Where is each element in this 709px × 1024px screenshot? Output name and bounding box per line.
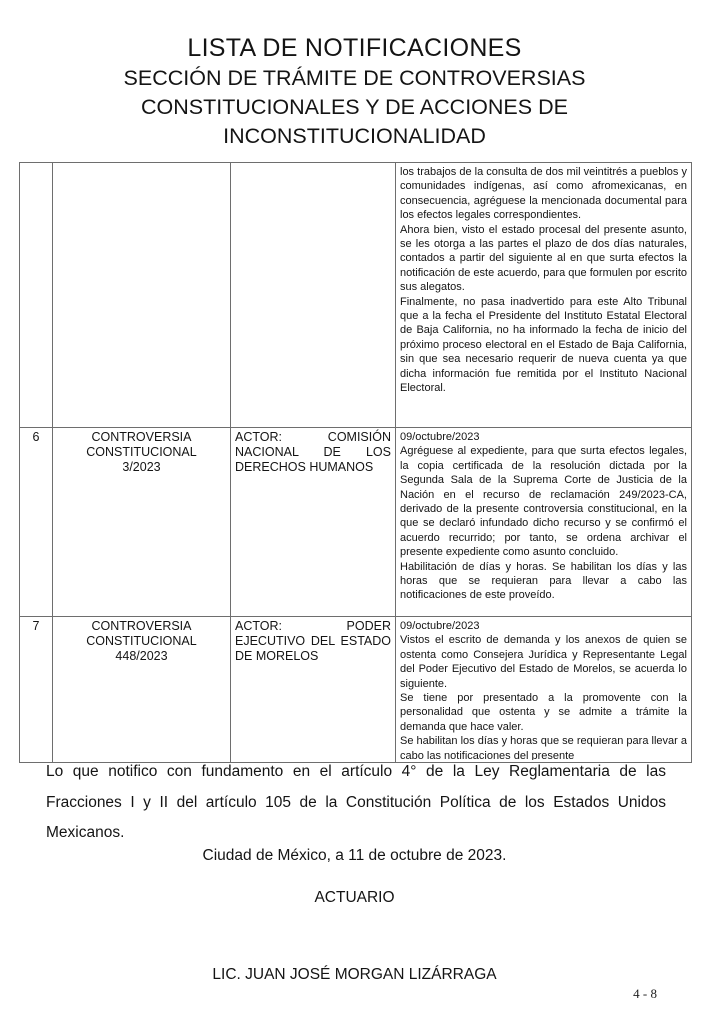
actor-cell: ACTOR: COMISIÓN NACIONAL DE LOS DERECHOS HUMANOS [231,428,396,617]
acuerdo-paragraph: Ahora bien, visto el estado procesal del presente asunto, se les otorga a las partes el plazo de dos días naturales, contados a partir del siguiente al en que surta efectos la notificación de este acuerdo, para que formulen por escrito sus alegatos. [400,223,687,294]
actor-cell: ACTOR: PODER EJECUTIVO DEL ESTADO DE MORELOS [231,617,396,763]
acuerdo-paragraph: Habilitación de días y horas. Se habilitan los días y las horas que se requieran para llevar a cabo las notificaciones de este proveído. [400,560,687,602]
document-header [0,33,709,151]
acuerdo-paragraph: Se tiene por presentado a la promovente con la personalidad que ostenta y se admite a trámite la demanda que hace valer. [400,692,687,733]
acuerdo-text [400,619,687,760]
notifications-table [19,162,692,763]
row-number-cell: 7 [20,617,53,763]
acuerdo-text [400,430,687,614]
row-number-cell: 6 [20,428,53,617]
expediente-text: CONTROVERSIA CONSTITUCIONAL 3/2023 [86,430,197,474]
acuerdo-paragraph: los trabajos de la consulta de dos mil veintitrés a pueblos y comunidades indígenas, así como afromexicanas, en consecuencia, agréguese la mencionada documental para los efectos legales correspondientes. [400,166,687,222]
actor-cell [231,163,396,428]
acuerdo-text [400,165,687,425]
expediente-cell [53,163,231,428]
expediente-cell [53,428,231,617]
expediente-text: CONTROVERSIA CONSTITUCIONAL 448/2023 [86,619,197,663]
page-subtitle: SECCIÓN DE TRÁMITE DE CONTROVERSIAS CONSTITUCIONALES Y DE ACCIONES DE INCONSTITUCIONALIDAD [123,66,586,148]
place-date-line: Ciudad de México, a 11 de octubre de 2023. [202,847,507,864]
table-row [20,428,692,617]
acuerdo-cell [396,617,692,763]
acuerdo-cell [396,428,692,617]
acuerdo-date: 09/octubre/2023 [400,620,480,632]
signatory-name: LIC. JUAN JOSÉ MORGAN LIZÁRRAGA [212,966,497,983]
acuerdo-paragraph: Se habilitan los días y horas que se requieran para llevar a cabo las notificaciones del presente [400,735,687,760]
acuerdo-paragraph: Finalmente, no pasa inadvertido para este Alto Tribunal que a la fecha el Presidente del Instituto Estatal Electoral de Baja California, no ha informado la fecha de inicio del próximo proceso electoral en el Estado de Baja California, sin que sea necesario requerir de nueva cuenta ya que dicha información fue remitida por el Instituto Nacional Electoral. [400,295,687,395]
expediente-cell [53,617,231,763]
actuario-title: ACTUARIO [314,889,395,906]
table-row [20,163,692,428]
page-title: LISTA DE NOTIFICACIONES [187,34,522,62]
table-row [20,617,692,763]
legal-basis-paragraph: Lo que notifico con fundamento en el artículo 4° de la Ley Reglamentaria de las Fracciones I y II del artículo 105 de la Constitución Política de los Estados Unidos Mexicanos. [46,763,666,841]
page-number: 4 - 8 [633,986,657,1001]
acuerdo-paragraph: Vistos el escrito de demanda y los anexos de quien se ostenta como Consejera Jurídica y Representante Legal del Poder Ejecutivo del Estado de Morelos, se acuerda lo siguiente. [400,634,687,690]
acuerdo-cell [396,163,692,428]
row-number-cell [20,163,53,428]
acuerdo-date: 09/octubre/2023 [400,431,480,443]
acuerdo-paragraph: Agréguese al expediente, para que surta efectos legales, la copia certificada de la resolución dictada por la Segunda Sala de la Suprema Corte de Justicia de la Nación en el recurso de reclamación 249/2023-CA, derivado de la presente controversia constitucional, en la que se declaró infundado dicho recurso y se confirmó el acuerdo recurrido; por tanto, se ordena archivar el presente expediente como asunto concluido. [400,445,687,559]
